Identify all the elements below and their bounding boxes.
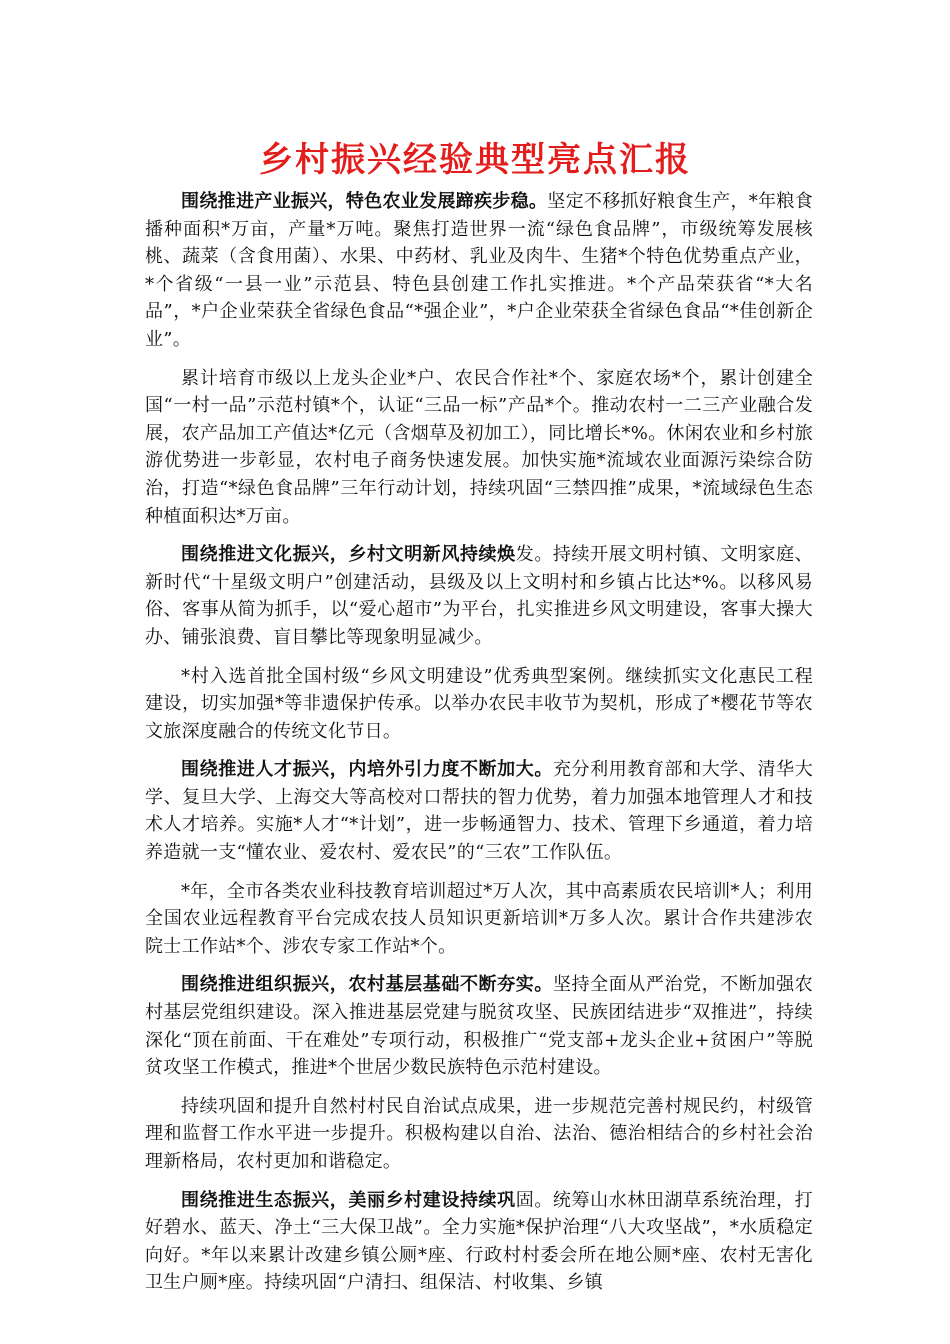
paragraph-culture [145,541,813,651]
paragraph-lead: 围绕推进生态振兴，美丽乡村建设持续巩 [181,1189,516,1211]
paragraph-lead: 围绕推进组织振兴，农村基层基础不断夯实。 [181,974,553,996]
document-body [145,188,813,1308]
paragraph-organization [145,971,813,1081]
paragraph-lead: 围绕推进人才振兴，内培外引力度不断加大。 [181,759,553,781]
paragraph-ecology [145,1187,813,1297]
paragraph-text: 固。统筹山水林田湖草系统治理，打好碧水、蓝天、净土“三大保卫战”。全力实施*保护治理“八大攻坚战”，*水质稳定向好。*年以来累计改建乡镇公厕*座、行政村村委会所在地公厕*座、农村无害化卫生户厕*座。持续巩固“户清扫、组保洁、村收集、乡镇 [145,1189,813,1294]
document-title: 乡村振兴经验典型亮点汇报 [259,140,691,180]
paragraph-industry [145,188,813,354]
paragraph-text: 持续巩固和提升自然村村民自治试点成果，进一步规范完善村规民约，村级管理和监督工作水平进一步提升。积极构建以自治、法治、德治相结合的乡村社会治理新格局，农村更加和谐稳定。 [145,1095,813,1172]
paragraph-lead: 围绕推进文化振兴，乡村文明新风持续焕 [181,544,516,566]
paragraph-text: 充分利用教育部和大学、清华大学、复旦大学、上海交大等高校对口帮扶的智力优势，着力加强本地管理人才和技术人才培养。实施*人才“*计划”，进一步畅通智力、技术、管理下乡通道，着力培养造就一支“懂农业、爱农村、爱农民”的“三农”工作队伍。 [145,759,813,864]
paragraph-industry-detail [145,365,813,531]
paragraph-text: 发。持续开展文明村镇、文明家庭、新时代“十星级文明户”创建活动，县级及以上文明村和乡镇占比达*%。以移风易俗、客事从简为抓手，以“爱心超市”为平台，扎实推进乡风文明建设，客事大操大办、铺张浪费、盲目攀比等现象明显减少。 [145,544,813,648]
paragraph-text: *村入选首批全国村级“乡风文明建设”优秀典型案例。继续抓实文化惠民工程建设，切实加强*等非遗保护传承。以举办农民丰收节为契机，形成了*樱花节等农文旅深度融合的传统文化节日。 [145,665,813,742]
paragraph-talent [145,756,813,866]
paragraph-talent-detail [145,878,813,961]
paragraph-text: 坚持全面从严治党，不断加强农村基层党组织建设。深入推进基层党建与脱贫攻坚、民族团结进步“双推进”，持续深化“顶在前面、干在难处”专项行动，积极推广“党支部+龙头企业+贫困户”等脱贫攻坚工作模式，推进*个世居少数民族特色示范村建设。 [145,974,813,1079]
paragraph-culture-detail [145,663,813,746]
paragraph-text: 累计培育市级以上龙头企业*户、农民合作社*个、家庭农场*个，累计创建全国“一村一品”示范村镇*个，认证“三品一标”产品*个。推动农村一二三产业融合发展，农产品加工产值达*亿元（含烟草及初加工），同比增长*%。休闲农业和乡村旅游优势进一步彰显，农村电子商务快速发展。加快实施*流域农业面源污染综合防治，打造“*绿色食品牌”三年行动计划，持续巩固“三禁四推”成果，*流域绿色生态种植面积达*万亩。 [145,367,813,527]
paragraph-organization-detail [145,1093,813,1176]
paragraph-lead: 围绕推进产业振兴，特色农业发展蹄疾步稳。 [181,191,548,212]
paragraph-text: 坚定不移抓好粮食生产，*年粮食播种面积*万亩，产量*万吨。聚焦打造世界一流“绿色食品牌”，市级统筹发展核桃、蔬菜（含食用菌）、水果、中药材、乳业及肉牛、生猪*个特色优势重点产业，*个省级“一县一业”示范县、特色县创建工作扎实推进。*个产品荣获省“*大名品”，*户企业荣获全省绿色食品“*强企业”，*户企业荣获全省绿色食品“*佳创新企业”。 [145,191,814,350]
paragraph-text: *年，全市各类农业科技教育培训超过*万人次，其中高素质农民培训*人；利用全国农业远程教育平台完成农技人员知识更新培训*万多人次。累计合作共建涉农院士工作站*个、涉农专家工作站*个。 [145,880,813,957]
